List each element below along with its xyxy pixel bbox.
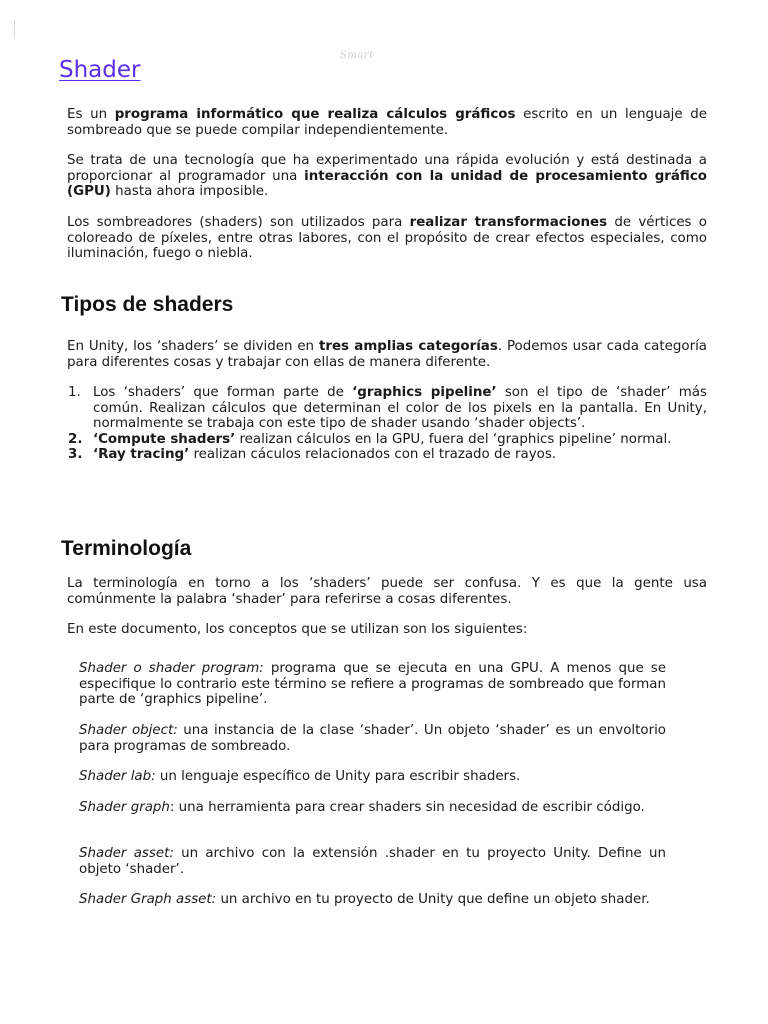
text-span: . Podemos usar cada categoría para diferentes cosas y trabajar con ellas de manera diferente. <box>67 339 707 370</box>
text-span: Los ‘shaders’ que forman parte de <box>93 385 353 400</box>
text-span: Es un <box>67 107 115 122</box>
definition-text: un lenguaje específico de Unity para escribir shaders. <box>155 769 521 784</box>
definition-term: Shader graph <box>79 800 170 815</box>
bold-text: ‘Ray tracing’ <box>93 447 190 462</box>
list-item <box>67 447 707 463</box>
bold-text: ‘Compute shaders’ <box>93 431 236 447</box>
terminologia-paragraph-2 <box>67 622 707 638</box>
text-span: realizan cáculos relacionados con el trazado de rayos. <box>189 447 557 462</box>
shader-types-list <box>67 385 707 463</box>
definition-text: un archivo en tu proyecto de Unity que define un objeto shader. <box>216 892 650 907</box>
list-number: 1. <box>68 385 81 400</box>
definition-item <box>79 846 666 877</box>
text-span: realizan cálculos en la GPU, fuera del ‘graphics pipeline’ normal. <box>235 431 672 447</box>
tipos-paragraph <box>67 339 707 370</box>
page-edge-mark <box>14 20 15 38</box>
definition-term: Shader asset: <box>79 846 174 861</box>
definition-item <box>79 800 666 816</box>
intro-paragraph-1 <box>67 107 707 138</box>
text-span: Los sombreadores (shaders) son utilizados para <box>67 215 410 230</box>
heading-terminologia: Terminología <box>61 537 192 560</box>
text-span: de vértices o coloreado de píxeles, entre otras labores, con el propósito de crear efectos especiales, como iluminación, fuego o niebla. <box>67 215 707 261</box>
definition-text: programa que se ejecuta en una GPU. A menos que se especifique lo contrario este término se refiere a programas de sombreado que forman parte de ‘graphics pipeline’. <box>79 661 666 707</box>
text-span: escrito en un lenguaje de sombreado que se puede compilar independientemente. <box>67 107 708 138</box>
bold-text: tres amplias categorías <box>318 339 498 354</box>
text-span: hasta ahora imposible. <box>110 184 269 199</box>
heading-tipos-de-shaders: Tipos de shaders <box>61 293 234 316</box>
definition-item <box>79 892 666 908</box>
definition-item <box>79 769 666 785</box>
intro-paragraph-3 <box>67 215 707 262</box>
bold-text: realizar transformaciones <box>409 215 608 230</box>
definition-item <box>79 723 666 754</box>
definition-term: Shader lab: <box>79 769 156 784</box>
definition-term: Shader object: <box>79 723 178 738</box>
definition-text: una instancia de la clase ‘shader’. Un objeto ‘shader’ es un envoltorio para programas de sombreado. <box>79 723 666 754</box>
list-number: 3. <box>68 447 83 462</box>
definition-text: : una herramienta para crear shaders sin necesidad de escribir código. <box>169 800 645 815</box>
document-title[interactable]: Shader <box>59 57 141 83</box>
terminologia-paragraph-1 <box>67 576 707 607</box>
list-item <box>67 432 707 448</box>
bold-text: programa informático que realiza cálculos gráficos <box>114 107 516 122</box>
bold-text: ‘graphics pipeline’ <box>352 385 497 400</box>
text-span: Se trata de una tecnología que ha experimentado una rápida evolución y está destinada a proporcionar al programador una <box>67 153 707 184</box>
watermark: Smart <box>340 50 374 61</box>
definition-term: Shader o shader program: <box>79 661 264 676</box>
definition-term: Shader Graph asset: <box>79 892 217 907</box>
paragraph-text: En este documento, los conceptos que se utilizan son los siguientes: <box>67 622 528 637</box>
bold-text: interacción con la unidad de procesamiento gráfico (GPU) <box>67 168 707 199</box>
text-span: En Unity, los ‘shaders’ se dividen en <box>67 339 319 354</box>
paragraph-text: La terminología en torno a los ‘shaders’ puede ser confusa. Y es que la gente usa comúnmente la palabra ‘shader’ para referirse a cosas diferentes. <box>67 576 707 607</box>
list-number: 2. <box>68 431 83 447</box>
text-span: son el tipo de ‘shader’ más común. Realizan cálculos que determinan el color de los pixels en la pantalla. En Unity, normalmente se trabaja con este tipo de shader usando ‘shader objects’. <box>93 385 707 431</box>
list-item <box>67 385 707 432</box>
definition-text: un archivo con la extensión .shader en tu proyecto Unity. Define un objeto ‘shader’. <box>79 846 666 877</box>
intro-paragraph-2 <box>67 153 707 200</box>
definition-item <box>79 661 666 708</box>
